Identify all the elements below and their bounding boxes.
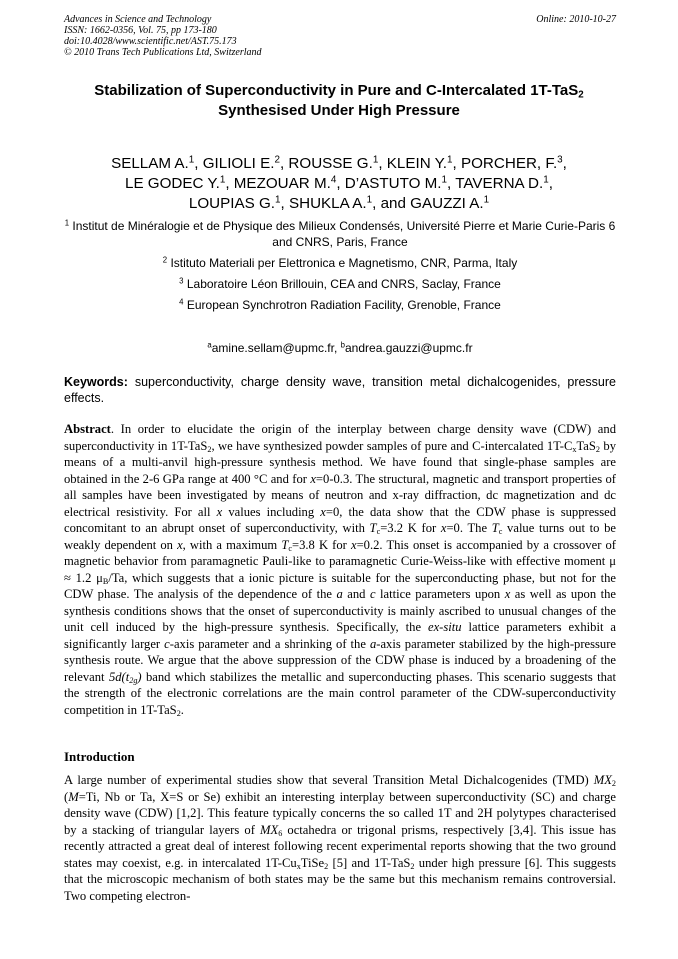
affiliation-text: Institut de Minéralogie et de Physique des Milieux Condensés, Université Pierre et Marie Curie-Paris 6 and CNRS, Paris, France xyxy=(72,219,616,249)
doi-line: doi:10.4028/www.scientific.net/AST.75.173 xyxy=(64,36,237,47)
author-affiliation-marker: 1 xyxy=(366,194,373,206)
email-b-marker: b xyxy=(340,340,345,350)
author-name: KLEIN Y. xyxy=(386,155,448,172)
author-affiliation-marker: 3 xyxy=(557,154,563,166)
affiliation-item xyxy=(64,255,616,271)
affiliation-number: 4 xyxy=(179,297,184,307)
affiliation-text: European Synchrotron Radiation Facility, Grenoble, France xyxy=(186,298,501,312)
author-name: SHUKLA A. xyxy=(288,195,367,212)
author-name: LE GODEC Y. xyxy=(125,175,220,192)
affiliation-item xyxy=(64,297,616,313)
author-affiliation-marker: 4 xyxy=(330,174,337,186)
keywords xyxy=(64,374,616,406)
author-name: D’ASTUTO M. xyxy=(344,175,442,192)
author-affiliation-marker: 2 xyxy=(274,154,280,166)
keywords-label: Keywords: xyxy=(64,375,128,389)
affiliation-number: 3 xyxy=(179,276,184,286)
affiliation-item xyxy=(64,218,616,250)
affiliation-number: 2 xyxy=(162,255,168,265)
issn-line: ISSN: 1662-0356, Vol. 75, pp 173-180 xyxy=(64,25,217,36)
abstract: Abstract. In order to elucidate the origin of the interplay between charge density wave (CDW) and superconductivity in 1T-TaS$_2$, we have synthesized powder samples of pure and C-intercalated $1T-C_xTaS_2$ by means of a multi-anvil high-pressure synthesis method. We have found that single-phase samples are obtained in the 2-6 GPa range at 400 °C and for x=0-0.3. The structural, magnetic and transport properties of all samples have been investigated by means of neutron and x-ray diffraction, dc magnetization and dc electrical resistivity. For all x values including x=0, the data show that the CDW phase is suppressed concomitant to an abrupt onset of superconductivity, with $T_c=3.2$ K for x=0. The $T_c$ value turns out to be weakly dependent on x, with a maximum $T_c=3.8$ K for x=0.2. This onset is accompanied by a crossover of magnetic behavior from paramagnetic Pauli-like to paramagnetic Curie-Weiss-like with effective moment μ ≈ 1.2 $\mu_B/Ta$, which suggests that a ionic picture is suitable for the superconducting phase, but not for the CDW phase. The analysis of the dependence of the a and c lattice parameters upon x as well as upon the synthesis conditions shows that the onset of superconductivity is mainly ascribed to unusual changes of the unit cell induced by the high-pressure synthesis. Specifically, the ex-situ lattice parameters exhibit a significantly larger c-axis parameter and a shrinking of the a-axis parameter stabilized by the high-pressure synthesis route. We argue that the above suppression of the CDW phase is induced by a broadening of the relevant $5d(t_{2g})$ band which stabilizes the metallic and superconducting phases. This scenario suggests that the strength of the electronic correlations are the main control parameter of the CDW-superconductivity competition in 1T-TaS$_2$. xyxy=(64,422,617,718)
author-name: TAVERNA D. xyxy=(455,175,544,192)
journal-name: Advances in Science and Technology xyxy=(64,14,212,25)
affiliation-item xyxy=(64,276,616,292)
contact-emails: $^a$amine.sellam@upmc.fr, $^b$andrea.gauzzi@upmc.fr xyxy=(207,340,473,355)
section-heading-introduction: Introduction xyxy=(64,749,135,764)
title-line-1: Stabilization of Superconductivity in Pure and C-Intercalated 1T-TaS xyxy=(94,82,579,99)
abstract-label: Abstract xyxy=(64,422,111,436)
copyright-line: © 2010 Trans Tech Publications Ltd, Switzerland xyxy=(64,47,262,58)
author-affiliation-marker: 1 xyxy=(447,154,453,166)
email-a-marker: a xyxy=(207,340,212,350)
title-subscript: 2 xyxy=(578,89,584,101)
author-name: PORCHER, F. xyxy=(460,155,558,172)
affiliation-text: Istituto Materiali per Elettronica e Magnetismo, CNR, Parma, Italy xyxy=(170,256,518,270)
author-affiliation-marker: 1 xyxy=(483,194,490,206)
online-date: Online: 2010-10-27 xyxy=(536,14,616,25)
author-name: GILIOLI E. xyxy=(202,155,275,172)
introduction-paragraph: A large number of experimental studies show that several Transition Metal Dichalcogenides (TMD) $MX_2$ (M=Ti, Nb or Ta, X=S or Se) exhibit an interesting interplay between superconductivity (SC) and charge density wave (CDW) [1,2]. This feature typically concerns the so called 1T and 2H polytypes characterised by a stacking of triangular layers of $MX_6$ octahedra or trigonal prisms, respectively [3,4]. This issue has recently attracted a great deal of interest following recent experimental reports showing that the two ground states may coexist, e.g. in intercalated $1T-Cu_xTiSe_2$ [5] and 1T-TaS$_2$ under high pressure [6]. This suggests that the microscopic mechanism of both states may be the same but this mechanism remains controversial. Two competing electron- xyxy=(64,773,616,903)
journal-header xyxy=(64,14,616,58)
author-affiliation-marker: 1 xyxy=(372,154,379,166)
author-name: ROUSSE G. xyxy=(288,155,373,172)
email-a[interactable]: amine.sellam@upmc.fr xyxy=(211,341,334,355)
affiliation-list xyxy=(64,218,616,318)
author-affiliation-marker: 1 xyxy=(543,174,549,186)
author-list: SELLAM A.$^1$, GILIOLI E.$^2$, ROUSSE G.$^1$, KLEIN Y.$^1$, PORCHER, F.$^3$, LE GODEC Y.$^1$, MEZOUAR M.$^4$, D’ASTUTO M.$^1$, TAVERNA D.$^1$, LOUPIAS G.$^1$, SHUKLA A.$^1$, and GAUZZI A.$^1$ xyxy=(111,154,567,212)
author-affiliation-marker: 1 xyxy=(188,154,195,166)
author-affiliation-marker: 1 xyxy=(441,174,448,186)
paper-title xyxy=(40,81,638,121)
email-b[interactable]: andrea.gauzzi@upmc.fr xyxy=(345,341,473,355)
title-line-2: Synthesised Under High Pressure xyxy=(218,102,460,119)
keywords-text: superconductivity, charge density wave, transition metal dichalcogenides, pressure effects. xyxy=(64,375,616,405)
affiliation-number: 1 xyxy=(64,218,70,228)
author-name: and GAUZZI A. xyxy=(380,195,484,212)
author-name: MEZOUAR M. xyxy=(233,175,331,192)
author-name: SELLAM A. xyxy=(111,155,189,172)
affiliation-text: Laboratoire Léon Brillouin, CEA and CNRS, Saclay, France xyxy=(186,277,501,291)
author-affiliation-marker: 1 xyxy=(275,194,281,206)
author-affiliation-marker: 1 xyxy=(219,174,226,186)
author-name: LOUPIAS G. xyxy=(188,195,276,212)
